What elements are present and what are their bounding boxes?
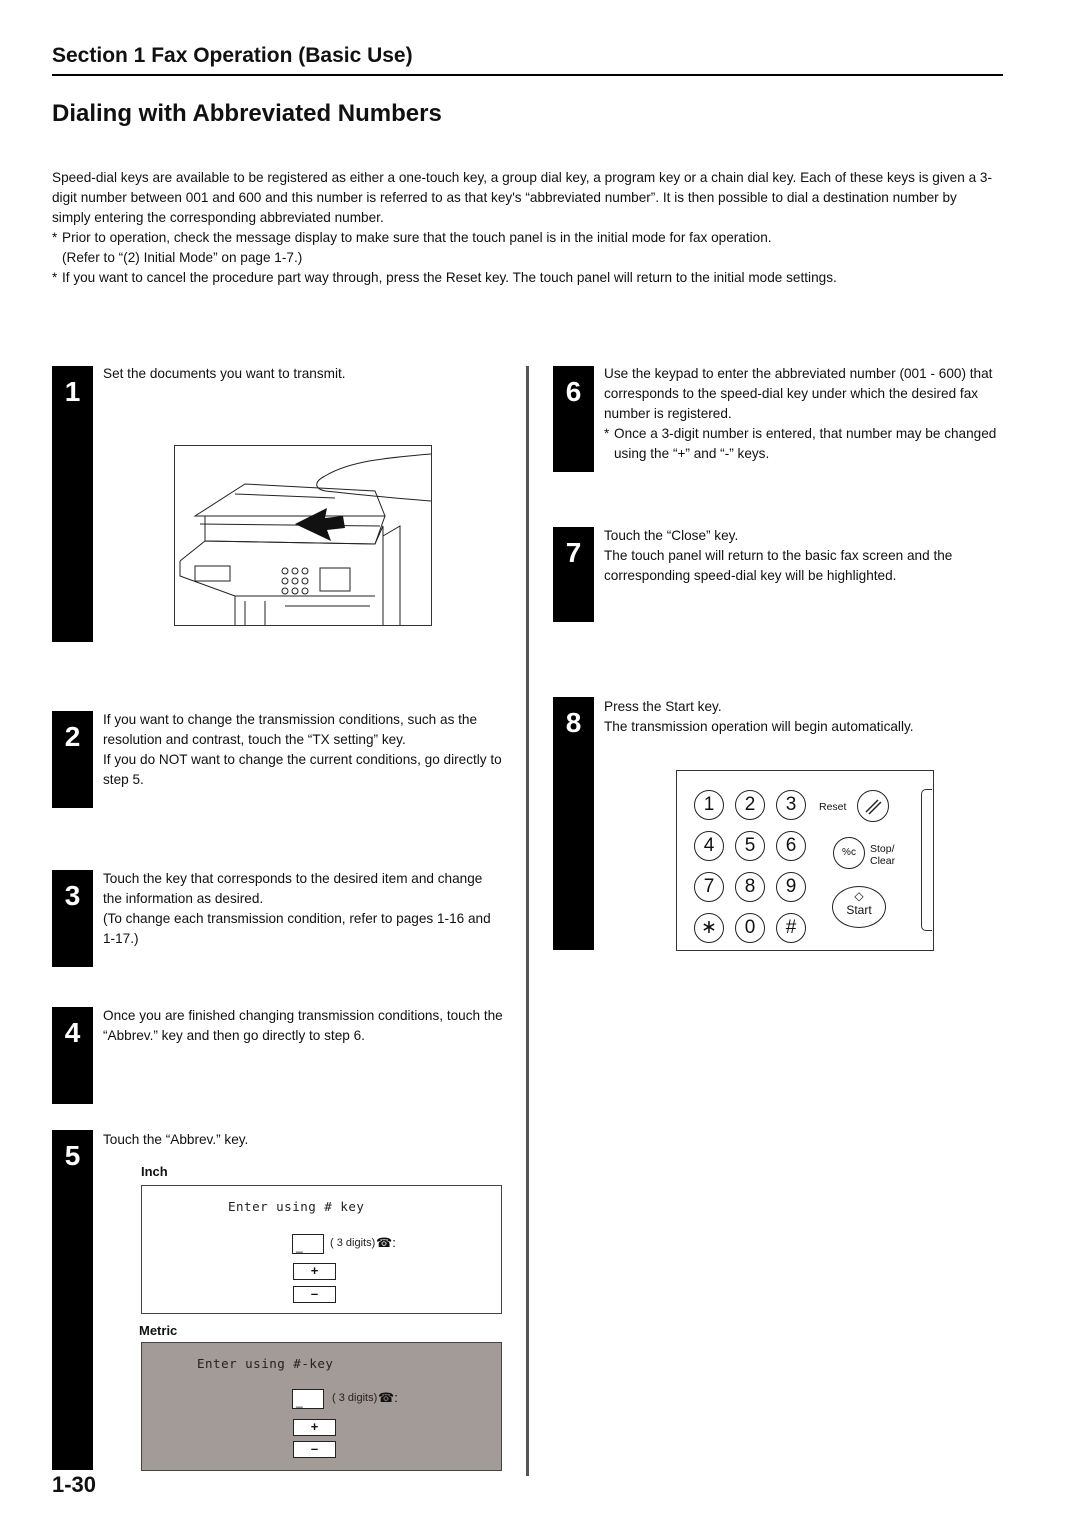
- key-7[interactable]: 7: [694, 872, 724, 902]
- start-key[interactable]: [832, 886, 886, 928]
- step-1-text: Set the documents you want to transmit.: [103, 366, 346, 381]
- inch-prompt: Enter using # key: [228, 1199, 365, 1214]
- clear-label: Clear: [870, 855, 896, 867]
- intro-note-2: * If you want to cancel the procedure part way through, press the Reset key. The touch panel will return to the initial mode settings.: [52, 268, 992, 288]
- intro-note-1: * Prior to operation, check the message display to make sure that the touch panel is in the initial mode for fax operation.: [52, 228, 992, 248]
- metric-phone-icon: ☎:: [378, 1390, 398, 1405]
- step-6-note: * Once a 3-digit number is entered, that number may be changed using the “+” and “-” keys.: [604, 424, 1004, 464]
- inch-minus-button[interactable]: –: [293, 1286, 336, 1303]
- column-divider: [526, 366, 529, 1476]
- step-4-text: Once you are finished changing transmission conditions, touch the “Abbrev.” key and then go directly to step 6.: [103, 1008, 503, 1043]
- page-number: 1-30: [52, 1472, 97, 1497]
- step-8-text-block: [604, 697, 1004, 737]
- keypad-illustration: [676, 770, 934, 951]
- reset-key[interactable]: [857, 790, 889, 822]
- metric-screen: [141, 1342, 502, 1471]
- step-4-number: 4: [52, 1007, 93, 1104]
- step-3-text-2: (To change each transmission condition, refer to pages 1-16 and 1-17.): [103, 911, 491, 946]
- step-2-text: If you want to change the transmission conditions, such as the resolution and contrast, touch the “TX setting” key.: [103, 712, 478, 747]
- step-3-text: Touch the key that corresponds to the desired item and change the information as desired.: [103, 871, 483, 906]
- inch-number-field[interactable]: _: [292, 1234, 324, 1254]
- inch-screen: [141, 1185, 502, 1314]
- step-2-number: 2: [52, 711, 93, 808]
- intro-note-1-text: Prior to operation, check the message display to make sure that the touch panel is in the initial mode for fax operation.: [62, 230, 772, 245]
- inch-phone-icon: ☎:: [376, 1235, 396, 1250]
- inch-plus-button[interactable]: +: [293, 1263, 336, 1280]
- step-7-text: Touch the “Close” key.: [604, 528, 739, 543]
- copier-illustration: [174, 445, 432, 626]
- inch-digits-label: ( 3 digits): [330, 1237, 376, 1249]
- step-3-text-block: [103, 869, 503, 949]
- step-2-text-2: If you do NOT want to change the current conditions, go directly to step 5.: [103, 752, 502, 787]
- section-rule: [52, 74, 1003, 76]
- key-9[interactable]: 9: [776, 872, 806, 902]
- step-3-number: 3: [52, 870, 93, 967]
- key-0[interactable]: 0: [735, 913, 765, 943]
- key-4[interactable]: 4: [694, 831, 724, 861]
- key-3[interactable]: 3: [776, 790, 806, 820]
- reset-label: Reset: [819, 801, 847, 813]
- key-1[interactable]: 1: [694, 790, 724, 820]
- step-6-text: Use the keypad to enter the abbreviated number (001 - 600) that corresponds to the speed-dial key under which the desired fax number is registered.: [604, 366, 993, 421]
- step-1-number: 1: [52, 366, 93, 642]
- intro: [52, 168, 992, 288]
- step-7-number: 7: [553, 527, 594, 622]
- metric-prompt: Enter using #-key: [197, 1356, 334, 1371]
- metric-digits-label: ( 3 digits): [332, 1392, 378, 1404]
- metric-number-field[interactable]: _: [292, 1389, 324, 1409]
- reset-slash-icon: [858, 791, 888, 821]
- intro-paragraph: Speed-dial keys are available to be registered as either a one-touch key, a group dial key, a program key or a chain dial key. Each of these keys is given a 3-digit number between 001 and 600 and this number is referred to as that key's “abbreviated number”. It is then possible to dial a destination number by simply entering the corresponding abbreviated number.: [52, 170, 992, 225]
- step-5-number: 5: [52, 1130, 93, 1470]
- step-6-text-block: [604, 364, 1004, 464]
- key-asterisk[interactable]: ∗: [694, 913, 724, 943]
- stop-clear-key[interactable]: %c: [833, 837, 865, 869]
- step-7-text-2: The touch panel will return to the basic fax screen and the corresponding speed-dial key will be highlighted.: [604, 548, 953, 583]
- step-8-text: Press the Start key.: [604, 699, 722, 714]
- key-6[interactable]: 6: [776, 831, 806, 861]
- panel-edge: [921, 789, 932, 931]
- start-diamond-icon: ◇: [854, 889, 864, 903]
- step-8-number: 8: [553, 697, 594, 950]
- stop-label: Stop/: [870, 843, 895, 855]
- copier-drawing: [175, 446, 431, 625]
- metric-minus-button[interactable]: –: [293, 1441, 336, 1458]
- step-8-text-2: The transmission operation will begin automatically.: [604, 719, 914, 734]
- step-7-text-block: [604, 526, 1004, 586]
- metric-label: Metric: [139, 1323, 178, 1338]
- key-8[interactable]: 8: [735, 872, 765, 902]
- intro-note-1-ref: (Refer to “(2) Initial Mode” on page 1-7.): [62, 250, 303, 265]
- key-hash[interactable]: #: [776, 913, 806, 943]
- inch-label: Inch: [141, 1164, 168, 1179]
- section-title: Section 1 Fax Operation (Basic Use): [52, 44, 413, 67]
- start-label: Start: [846, 903, 872, 917]
- key-5[interactable]: 5: [735, 831, 765, 861]
- step-5-text: Touch the “Abbrev.” key.: [103, 1132, 249, 1147]
- step-6-number: 6: [553, 366, 594, 472]
- intro-note-2-text: If you want to cancel the procedure part way through, press the Reset key. The touch panel will return to the initial mode settings.: [62, 270, 837, 285]
- step-6-note-text: Once a 3-digit number is entered, that number may be changed using the “+” and “-” keys.: [614, 426, 997, 461]
- metric-plus-button[interactable]: +: [293, 1419, 336, 1436]
- page-title: Dialing with Abbreviated Numbers: [52, 100, 442, 127]
- key-2[interactable]: 2: [735, 790, 765, 820]
- step-2-text-block: [103, 710, 503, 790]
